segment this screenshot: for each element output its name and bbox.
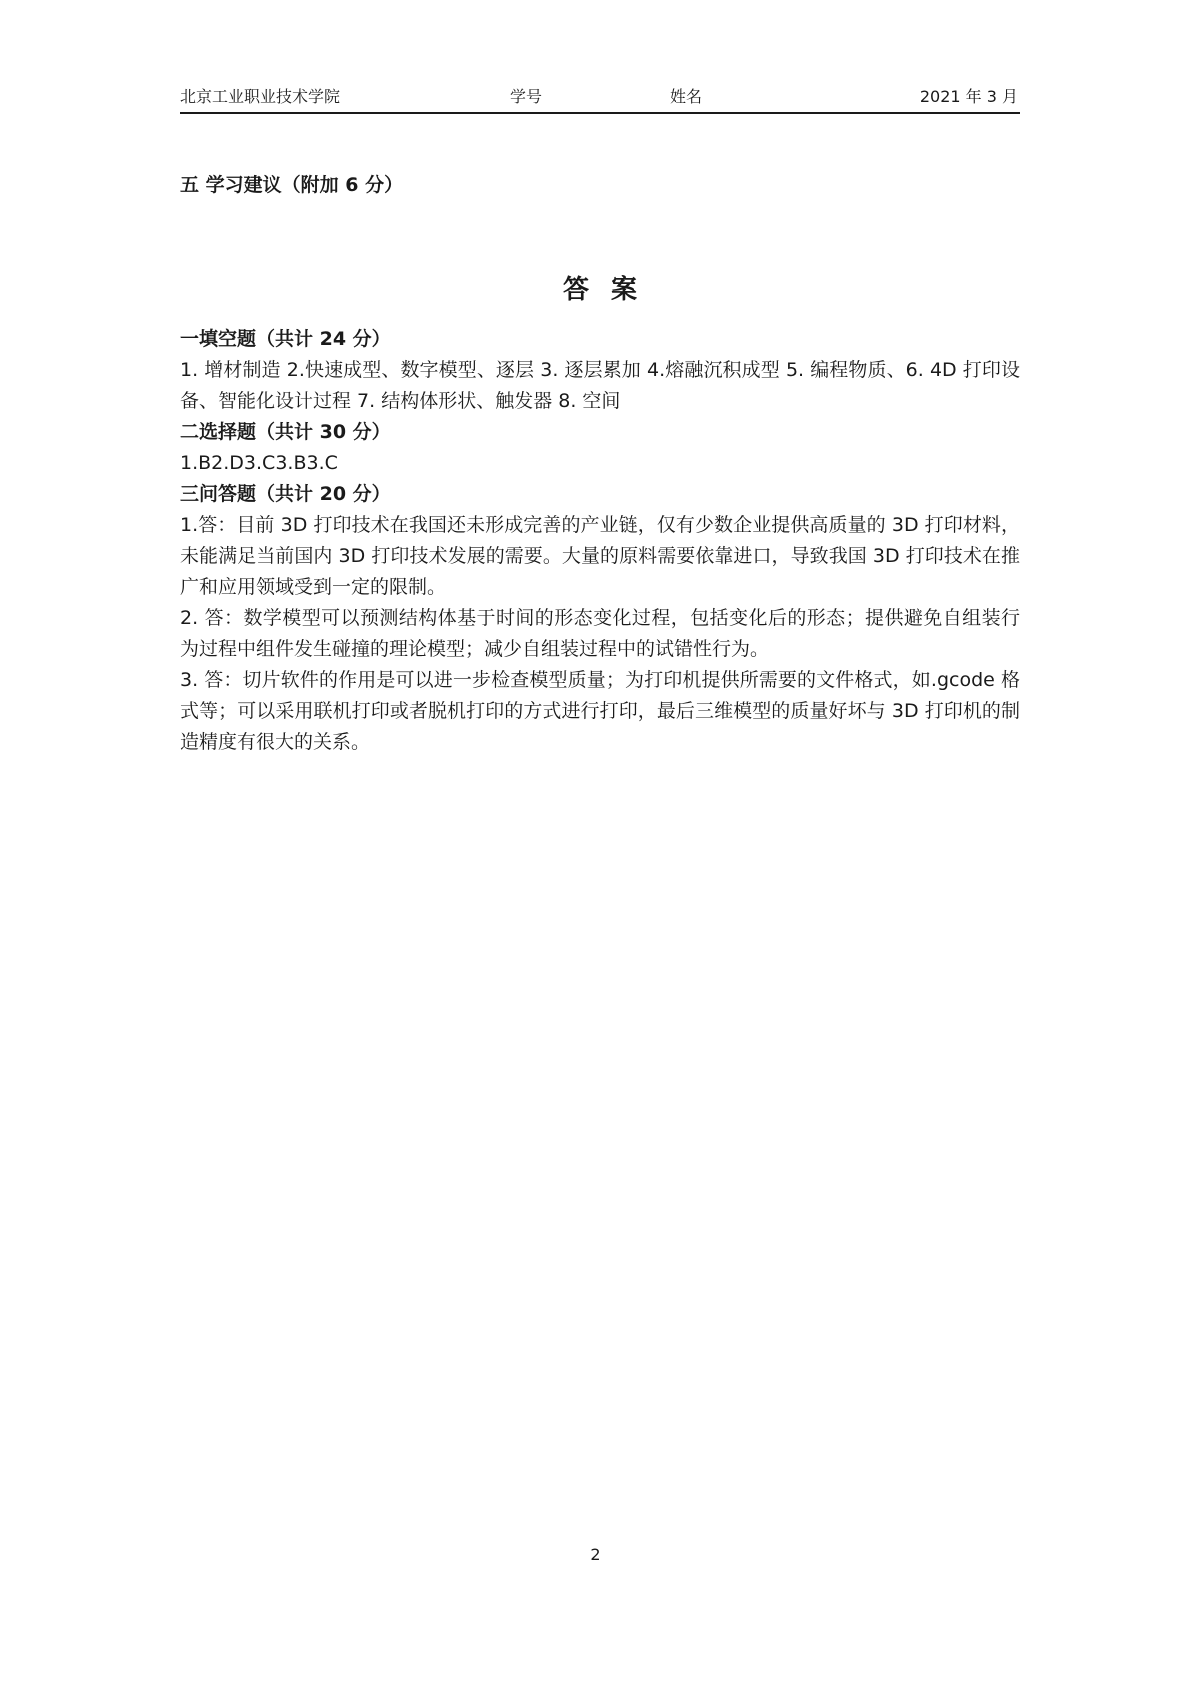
part-2-heading: 二选择题（共计 30 分） — [180, 421, 391, 443]
part-3-heading: 三问答题（共计 20 分） — [180, 483, 391, 505]
page-header — [180, 84, 1020, 114]
section-five-heading: 五 学习建议（附加 6 分） — [180, 174, 404, 196]
part-3-answer-2: 2. 答：数学模型可以预测结构体基于时间的形态变化过程，包括变化后的形态；提供避免自组装行为过程中组件发生碰撞的理论模型；减少自组装过程中的试错性行为。 — [180, 607, 1020, 660]
answer-title: 答案 — [562, 275, 659, 305]
part-2-answers: 1.B2.D3.C3.B3.C — [180, 452, 338, 474]
header-student-id-label: 学号 — [510, 87, 543, 106]
header-name-label: 姓名 — [670, 87, 703, 106]
part-1-heading: 一填空题（共计 24 分） — [180, 328, 391, 350]
header-school: 北京工业职业技术学院 — [180, 87, 341, 106]
part-3-answer-3: 3. 答：切片软件的作用是可以进一步检查模型质量；为打印机提供所需要的文件格式，如.gcode 格式等；可以采用联机打印或者脱机打印的方式进行打印，最后三维模型的质量好坏与 3D 打印机的制造精度有很大的关系。 — [180, 669, 1020, 753]
part-1-answers: 1. 增材制造 2.快速成型、数字模型、逐层 3. 逐层累加 4.熔融沉积成型 5. 编程物质、6. 4D 打印设备、智能化设计过程 7. 结构体形状、触发器 8. 空间 — [180, 359, 1020, 412]
page-number: 2 — [590, 1545, 601, 1564]
page-body — [180, 170, 1020, 758]
header-date: 2021 年 3 月 — [919, 87, 1018, 106]
part-3-answer-1: 1.答：目前 3D 打印技术在我国还未形成完善的产业链，仅有少数企业提供高质量的 3D 打印材料，未能满足当前国内 3D 打印技术发展的需要。大量的原料需要依靠进口，导致我国 3D 打印技术在推广和应用领域受到一定的限制。 — [180, 514, 1020, 598]
